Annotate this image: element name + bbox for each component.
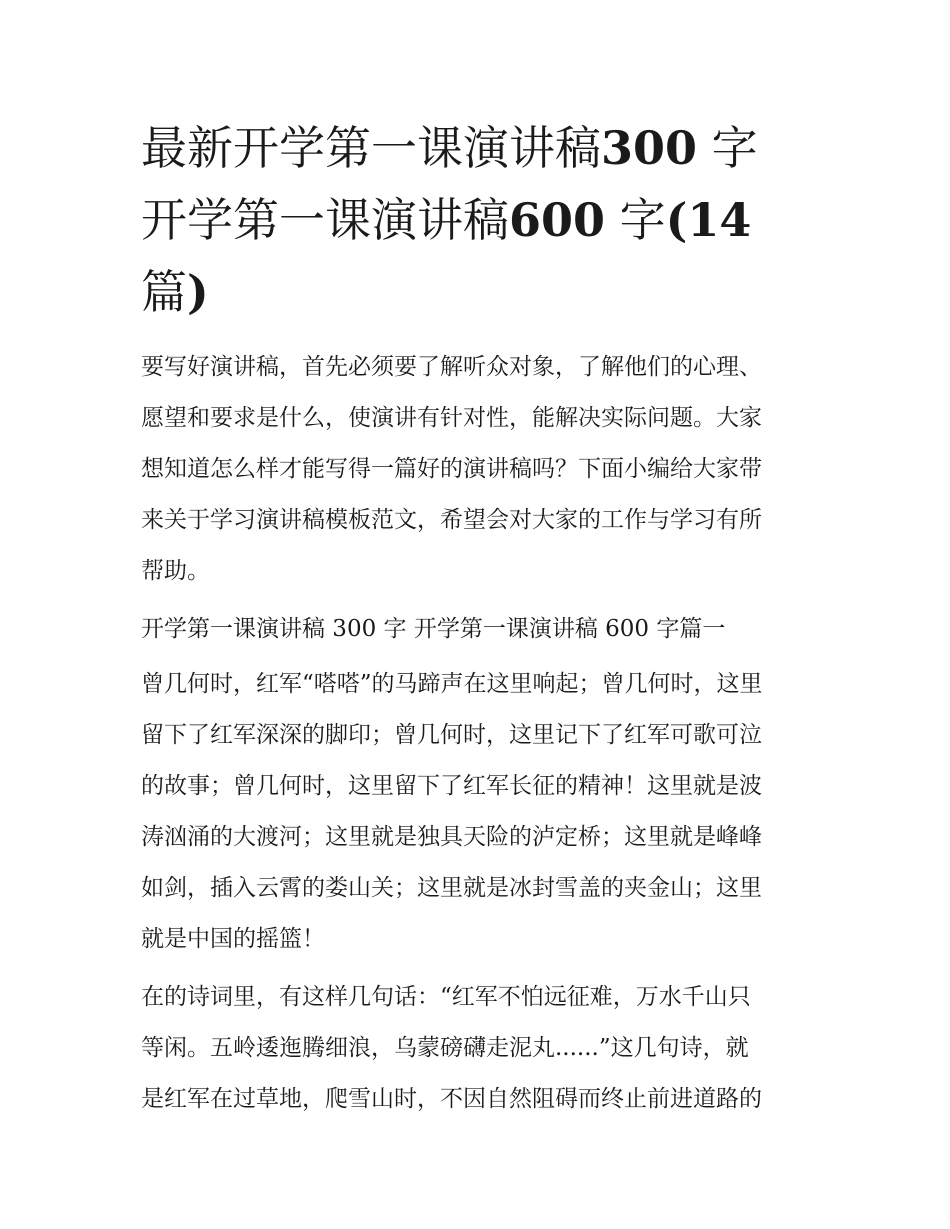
body-paragraph-1: [141, 659, 813, 965]
body-line: 曾几何时，红军“嗒嗒”的马蹄声在这里响起；曾几何时，这里: [141, 671, 763, 697]
body-line: 就是中国的摇篮！: [141, 926, 325, 952]
title-line-3: 篇): [141, 265, 209, 319]
section-heading: 开学第一课演讲稿 300 字 开学第一课演讲稿 600 字篇一: [141, 616, 726, 642]
body-line: 在的诗词里，有这样几句话：“红军不怕远征难，万水千山只: [141, 984, 751, 1010]
body-line: 留下了红军深深的脚印；曾几何时，这里记下了红军可歌可泣: [141, 722, 762, 748]
intro-line: 来关于学习演讲稿模板范文，希望会对大家的工作与学习有所: [141, 507, 762, 533]
intro-paragraph: [141, 342, 813, 597]
body-line: 涛汹涌的大渡河；这里就是独具天险的泸定桥；这里就是峰峰: [141, 824, 762, 850]
body-line: 的故事；曾几何时，这里留下了红军长征的精神！这里就是波: [141, 773, 762, 799]
body-line: 是红军在过草地，爬雪山时，不因自然阻碍而终止前进道路的: [141, 1086, 762, 1112]
intro-line: 要写好演讲稿，首先必须要了解听众对象，了解他们的心理、: [141, 354, 762, 380]
document-title: [141, 112, 813, 328]
document-page: [141, 112, 813, 1132]
title-line-1: 最新开学第一课演讲稿300 字: [141, 121, 758, 175]
intro-line: 想知道怎么样才能写得一篇好的演讲稿吗？下面小编给大家带: [141, 456, 762, 482]
body-line: 等闲。五岭逶迤腾细浪，乌蒙磅礴走泥丸......”这几句诗，就: [141, 1035, 749, 1061]
body-paragraph-2: [141, 972, 813, 1125]
intro-line: 愿望和要求是什么，使演讲有针对性，能解决实际问题。大家: [141, 405, 762, 431]
intro-line: 帮助。: [141, 558, 210, 584]
body-line: 如剑，插入云霄的娄山关；这里就是冰封雪盖的夹金山；这里: [141, 875, 762, 901]
title-line-2: 开学第一课演讲稿600 字(14: [141, 193, 752, 247]
